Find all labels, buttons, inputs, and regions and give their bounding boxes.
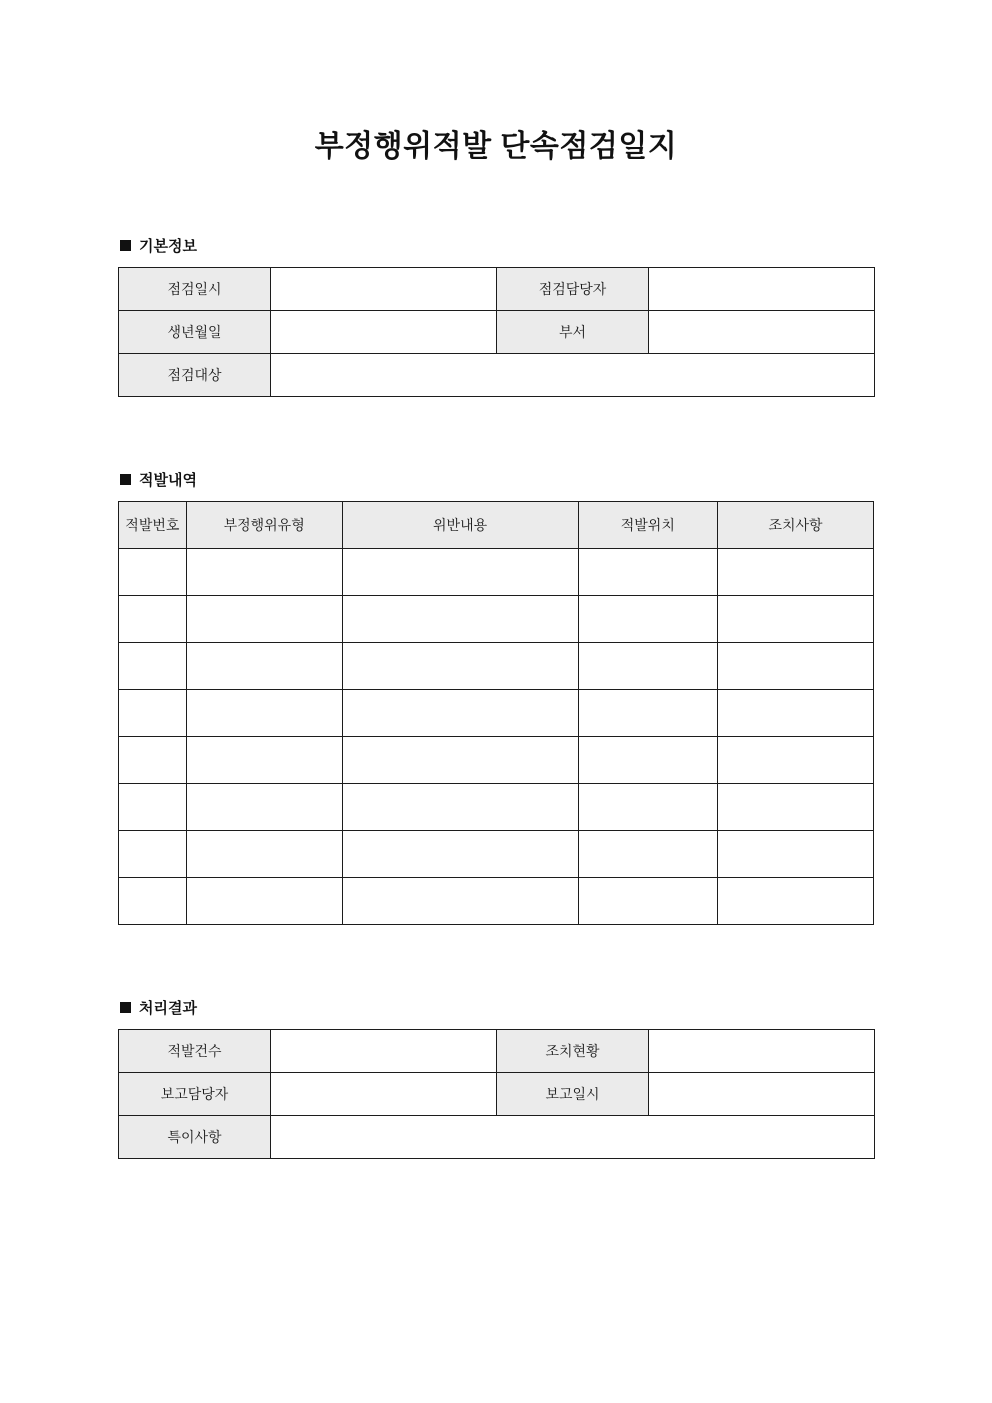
cell-detection-location[interactable] bbox=[578, 830, 718, 877]
column-header-action-taken: 조치사항 bbox=[718, 501, 874, 548]
cell-detection-number[interactable] bbox=[119, 783, 187, 830]
label-detection-count: 적발건수 bbox=[119, 1029, 271, 1072]
cell-violation-type[interactable] bbox=[186, 830, 342, 877]
section-heading-label: 기본정보 bbox=[139, 237, 197, 255]
cell-detection-location[interactable] bbox=[578, 642, 718, 689]
field-inspection-target[interactable] bbox=[271, 353, 875, 396]
table-header-row bbox=[119, 501, 874, 548]
cell-detection-number[interactable] bbox=[119, 689, 187, 736]
field-birthdate[interactable] bbox=[271, 310, 497, 353]
cell-violation-type[interactable] bbox=[186, 595, 342, 642]
label-remarks: 특이사항 bbox=[119, 1115, 271, 1158]
filled-square-icon bbox=[120, 474, 131, 485]
cell-action-taken[interactable] bbox=[718, 830, 874, 877]
cell-action-taken[interactable] bbox=[718, 595, 874, 642]
cell-violation-detail[interactable] bbox=[342, 877, 578, 924]
cell-detection-location[interactable] bbox=[578, 877, 718, 924]
cell-action-taken[interactable] bbox=[718, 736, 874, 783]
column-header-violation-type: 부정행위유형 bbox=[186, 501, 342, 548]
cell-violation-detail[interactable] bbox=[342, 689, 578, 736]
cell-detection-location[interactable] bbox=[578, 783, 718, 830]
cell-detection-number[interactable] bbox=[119, 830, 187, 877]
cell-violation-detail[interactable] bbox=[342, 548, 578, 595]
label-action-status: 조치현황 bbox=[497, 1029, 649, 1072]
cell-violation-detail[interactable] bbox=[342, 830, 578, 877]
detection-list-table bbox=[118, 501, 874, 925]
cell-detection-location[interactable] bbox=[578, 736, 718, 783]
section-processing-result bbox=[118, 997, 874, 1159]
cell-action-taken[interactable] bbox=[718, 642, 874, 689]
column-header-detection-location: 적발위치 bbox=[578, 501, 718, 548]
table-row bbox=[119, 1115, 875, 1158]
column-header-violation-detail: 위반내용 bbox=[342, 501, 578, 548]
cell-detection-location[interactable] bbox=[578, 548, 718, 595]
section-heading-basic-info bbox=[120, 235, 874, 256]
cell-violation-type[interactable] bbox=[186, 689, 342, 736]
cell-detection-number[interactable] bbox=[119, 642, 187, 689]
label-inspector: 점검담당자 bbox=[497, 267, 649, 310]
table-row bbox=[119, 1029, 875, 1072]
cell-violation-detail[interactable] bbox=[342, 783, 578, 830]
section-heading-processing-result bbox=[120, 997, 874, 1018]
cell-violation-type[interactable] bbox=[186, 642, 342, 689]
section-heading-label: 처리결과 bbox=[139, 999, 197, 1017]
cell-violation-type[interactable] bbox=[186, 736, 342, 783]
label-department: 부서 bbox=[497, 310, 649, 353]
cell-detection-number[interactable] bbox=[119, 548, 187, 595]
cell-violation-type[interactable] bbox=[186, 548, 342, 595]
section-heading-detection-list bbox=[120, 469, 874, 490]
cell-violation-type[interactable] bbox=[186, 877, 342, 924]
cell-action-taken[interactable] bbox=[718, 548, 874, 595]
field-action-status[interactable] bbox=[649, 1029, 875, 1072]
table-row bbox=[119, 310, 875, 353]
field-department[interactable] bbox=[649, 310, 875, 353]
cell-violation-detail[interactable] bbox=[342, 642, 578, 689]
table-row bbox=[119, 877, 874, 924]
cell-violation-type[interactable] bbox=[186, 783, 342, 830]
cell-detection-number[interactable] bbox=[119, 736, 187, 783]
field-inspector[interactable] bbox=[649, 267, 875, 310]
cell-detection-location[interactable] bbox=[578, 595, 718, 642]
section-detection-list bbox=[118, 469, 874, 925]
field-report-officer[interactable] bbox=[271, 1072, 497, 1115]
table-row bbox=[119, 267, 875, 310]
cell-action-taken[interactable] bbox=[718, 689, 874, 736]
field-detection-count[interactable] bbox=[271, 1029, 497, 1072]
label-report-officer: 보고담당자 bbox=[119, 1072, 271, 1115]
processing-result-table bbox=[118, 1029, 875, 1159]
table-row bbox=[119, 548, 874, 595]
section-basic-info bbox=[118, 235, 874, 397]
table-row bbox=[119, 736, 874, 783]
cell-detection-number[interactable] bbox=[119, 595, 187, 642]
detection-list-body bbox=[119, 548, 874, 924]
cell-violation-detail[interactable] bbox=[342, 595, 578, 642]
cell-action-taken[interactable] bbox=[718, 877, 874, 924]
cell-detection-number[interactable] bbox=[119, 877, 187, 924]
field-inspection-datetime[interactable] bbox=[271, 267, 497, 310]
table-row bbox=[119, 595, 874, 642]
filled-square-icon bbox=[120, 1002, 131, 1013]
cell-detection-location[interactable] bbox=[578, 689, 718, 736]
table-row bbox=[119, 1072, 875, 1115]
table-row bbox=[119, 783, 874, 830]
cell-action-taken[interactable] bbox=[718, 783, 874, 830]
page-title: 부정행위적발 단속점검일지 bbox=[314, 130, 678, 163]
table-row bbox=[119, 689, 874, 736]
label-report-datetime: 보고일시 bbox=[497, 1072, 649, 1115]
section-heading-label: 적발내역 bbox=[139, 471, 197, 489]
table-row bbox=[119, 830, 874, 877]
basic-info-table bbox=[118, 267, 875, 397]
label-inspection-target: 점검대상 bbox=[119, 353, 271, 396]
field-report-datetime[interactable] bbox=[649, 1072, 875, 1115]
table-row bbox=[119, 353, 875, 396]
label-inspection-datetime: 점검일시 bbox=[119, 267, 271, 310]
cell-violation-detail[interactable] bbox=[342, 736, 578, 783]
label-birthdate: 생년월일 bbox=[119, 310, 271, 353]
field-remarks[interactable] bbox=[271, 1115, 875, 1158]
filled-square-icon bbox=[120, 240, 131, 251]
column-header-detection-number: 적발번호 bbox=[119, 501, 187, 548]
table-row bbox=[119, 642, 874, 689]
